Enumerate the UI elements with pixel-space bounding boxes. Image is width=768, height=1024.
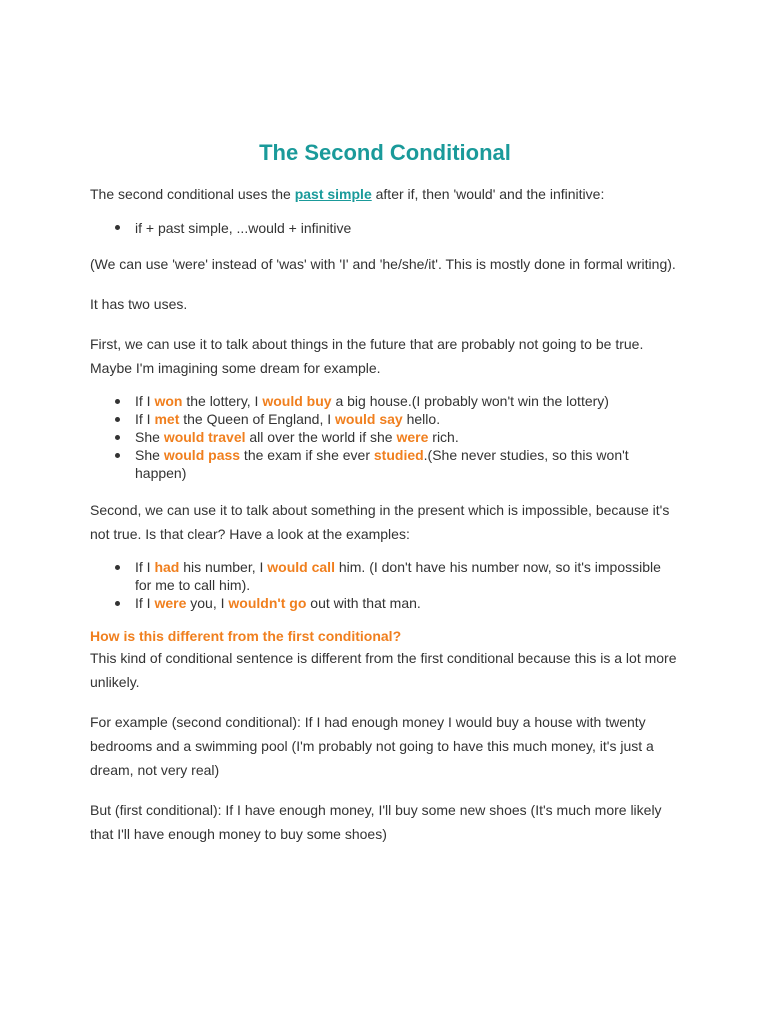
page-title: The Second Conditional xyxy=(259,140,511,165)
highlight: studied xyxy=(373,447,424,463)
intro-paragraph xyxy=(90,182,680,206)
past-simple-link[interactable]: past simple xyxy=(294,186,372,202)
highlight: would call xyxy=(267,559,335,575)
highlight: would pass xyxy=(163,447,241,463)
examples-future-list xyxy=(90,392,680,482)
highlight: had xyxy=(154,559,180,575)
highlight: wouldn't go xyxy=(228,595,307,611)
section-subheading: How is this different from the first conditional? xyxy=(90,628,402,644)
highlight: were xyxy=(154,595,187,611)
highlight: would travel xyxy=(163,429,246,445)
highlight: won xyxy=(154,393,183,409)
list-item: If I won the lottery, I would buy a big house.(I probably won't win the lottery) xyxy=(135,392,680,410)
highlight: were xyxy=(396,429,429,445)
list-item: She would pass the exam if she ever studied.(She never studies, so this won't happen) xyxy=(135,446,680,482)
highlight: would buy xyxy=(262,393,332,409)
document-page xyxy=(90,140,680,846)
formula-item: if + past simple, ...would + infinitive xyxy=(135,218,680,238)
highlight: met xyxy=(154,411,180,427)
second-use-paragraph: Second, we can use it to talk about something in the present which is impossible, because it's not true. Is that clear? Have a look at the examples: xyxy=(90,502,670,542)
list-item: If I were you, I wouldn't go out with that man. xyxy=(135,594,680,612)
intro-text-before: The second conditional uses the xyxy=(90,186,295,202)
first-conditional-example-paragraph: But (first conditional): If I have enough money, I'll buy some new shoes (It's much more likely that I'll have enough money to buy some shoes) xyxy=(90,802,662,842)
intro-text-after: after if, then 'would' and the infinitive: xyxy=(371,186,605,202)
list-item: If I met the Queen of England, I would say hello. xyxy=(135,410,680,428)
uses-paragraph: It has two uses. xyxy=(90,296,188,312)
highlight: would say xyxy=(335,411,403,427)
formula-list xyxy=(90,218,680,238)
note-paragraph: (We can use 'were' instead of 'was' with 'I' and 'he/she/it'. This is mostly done in formal writing). xyxy=(90,256,676,272)
first-use-paragraph: First, we can use it to talk about things in the future that are probably not going to be true. Maybe I'm imagining some dream for example. xyxy=(90,336,644,376)
list-item: She would travel all over the world if she were rich. xyxy=(135,428,680,446)
examples-present-list xyxy=(90,558,680,612)
second-conditional-example-paragraph: For example (second conditional): If I had enough money I would buy a house with twenty bedrooms and a swimming pool (I'm probably not going to have this much money, it's just a dream, not very real) xyxy=(90,714,654,778)
difference-paragraph: This kind of conditional sentence is different from the first conditional because this is a lot more unlikely. xyxy=(90,650,677,690)
list-item: If I had his number, I would call him. (I don't have his number now, so it's impossible for me to call him). xyxy=(135,558,680,594)
